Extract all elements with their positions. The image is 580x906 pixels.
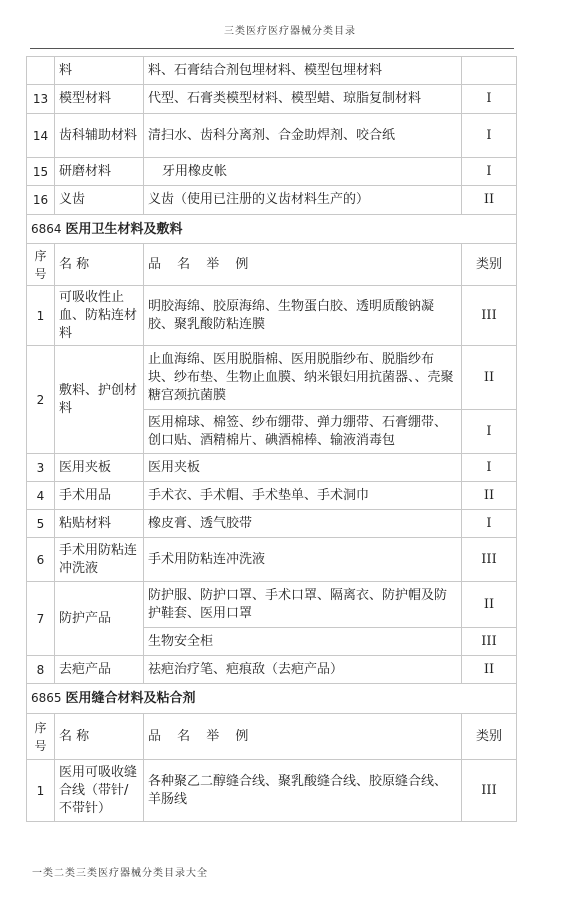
- table-row: [27, 85, 517, 114]
- row-class: I: [462, 410, 517, 454]
- section-code: 6865: [31, 691, 62, 705]
- row-number: [27, 57, 55, 85]
- section-name: 医用缝合材料及粘合剂: [65, 691, 196, 706]
- row-name: 义齿: [55, 186, 144, 215]
- col-header-name: 名 称: [55, 244, 144, 286]
- column-header-row: [27, 714, 517, 760]
- row-name: 手术用品: [55, 482, 144, 510]
- row-class: I: [462, 454, 517, 482]
- section-title: [27, 215, 517, 244]
- row-examples: 手术衣、手术帽、手术垫单、手术洞巾: [144, 482, 462, 510]
- row-examples: 代型、石膏类模型材料、模型蜡、琼脂复制材料: [144, 85, 462, 114]
- table-row: [27, 454, 517, 482]
- row-examples: 橡皮膏、透气胶带: [144, 510, 462, 538]
- row-name: 模型材料: [55, 85, 144, 114]
- row-number: 8: [27, 656, 55, 684]
- table-row: [27, 582, 517, 628]
- row-examples: 生物安全柜: [144, 628, 462, 656]
- row-examples: 祛疤治疗笔、疤痕敌（去疤产品）: [144, 656, 462, 684]
- row-name: 粘贴材料: [55, 510, 144, 538]
- row-number: 3: [27, 454, 55, 482]
- row-class: I: [462, 85, 517, 114]
- column-header-row: [27, 244, 517, 286]
- table-row: [27, 57, 517, 85]
- row-class: III: [462, 286, 517, 346]
- row-number: 6: [27, 538, 55, 582]
- row-number: 5: [27, 510, 55, 538]
- row-examples: 明胶海绵、胶原海绵、生物蛋白胶、透明质酸钠凝胶、聚乳酸防粘连膜: [144, 286, 462, 346]
- row-number: 16: [27, 186, 55, 215]
- row-name: 研磨材料: [55, 158, 144, 186]
- col-header-examples: 品 名 举 例: [144, 714, 462, 760]
- row-class: II: [462, 582, 517, 628]
- row-number: 2: [27, 346, 55, 454]
- row-number: 15: [27, 158, 55, 186]
- row-number: 4: [27, 482, 55, 510]
- row-class: I: [462, 114, 517, 158]
- row-name: 防护产品: [55, 582, 144, 656]
- row-name: 去疤产品: [55, 656, 144, 684]
- row-name: 手术用防粘连冲洗液: [55, 538, 144, 582]
- row-examples: 牙用橡皮帐: [144, 158, 462, 186]
- table-row: [27, 286, 517, 346]
- row-examples: 医用夹板: [144, 454, 462, 482]
- col-header-number: 序号: [27, 714, 55, 760]
- row-examples: 各种聚乙二醇缝合线、聚乳酸缝合线、胶原缝合线、羊肠线: [144, 760, 462, 822]
- row-class: I: [462, 510, 517, 538]
- row-number: 7: [27, 582, 55, 656]
- row-number: 1: [27, 286, 55, 346]
- row-name: 医用夹板: [55, 454, 144, 482]
- section-code: 6864: [31, 221, 62, 236]
- table-row: [27, 158, 517, 186]
- row-examples: 料、石膏结合剂包埋材料、模型包埋材料: [144, 57, 462, 85]
- row-class: [462, 57, 517, 85]
- row-class: II: [462, 186, 517, 215]
- col-header-name: 名 称: [55, 714, 144, 760]
- col-header-class: 类别: [462, 714, 517, 760]
- row-class: II: [462, 346, 517, 410]
- table-row: [27, 538, 517, 582]
- row-class: II: [462, 482, 517, 510]
- table-row: [27, 482, 517, 510]
- row-name: 料: [55, 57, 144, 85]
- col-header-examples: 品 名 举 例: [144, 244, 462, 286]
- row-examples: 防护服、防护口罩、手术口罩、隔离衣、防护帽及防护鞋套、医用口罩: [144, 582, 462, 628]
- header-rule: [30, 48, 514, 49]
- table-row: [27, 656, 517, 684]
- row-number: 1: [27, 760, 55, 822]
- row-class: II: [462, 656, 517, 684]
- page-header: 三类医疗医疗器械分类目录: [224, 26, 356, 37]
- row-number: 13: [27, 85, 55, 114]
- table-row: [27, 114, 517, 158]
- catalog-table: [26, 56, 517, 822]
- row-name: 齿科辅助材料: [55, 114, 144, 158]
- page-footer: 一类二类三类医疗器械分类目录大全: [32, 868, 208, 879]
- table-row: [27, 760, 517, 822]
- row-class: III: [462, 760, 517, 822]
- section-header-6865: [27, 684, 517, 714]
- table-row: [27, 186, 517, 215]
- section-name: 医用卫生材料及敷料: [65, 221, 183, 237]
- table-row: [27, 346, 517, 410]
- section-title: [27, 684, 517, 714]
- row-class: I: [462, 158, 517, 186]
- row-number: 14: [27, 114, 55, 158]
- table-row: [27, 510, 517, 538]
- row-class: III: [462, 628, 517, 656]
- row-class: III: [462, 538, 517, 582]
- col-header-number: 序号: [27, 244, 55, 286]
- col-header-class: 类别: [462, 244, 517, 286]
- row-examples: 清扫水、齿科分离剂、合金助焊剂、咬合纸: [144, 114, 462, 158]
- section-header-6864: [27, 215, 517, 244]
- row-name: 可吸收性止血、防粘连材料: [55, 286, 144, 346]
- row-examples: 止血海绵、医用脱脂棉、医用脱脂纱布、脱脂纱布块、纱布垫、生物止血膜、纳米银妇用抗菌器、、壳聚糖宫颈抗菌膜: [144, 346, 462, 410]
- row-name: 敷料、护创材料: [55, 346, 144, 454]
- row-examples: 医用棉球、棉签、纱布绷带、弹力绷带、石膏绷带、创口贴、酒精棉片、碘酒棉棒、输液消毒包: [144, 410, 462, 454]
- row-name: 医用可吸收缝合线（带针/不带针）: [55, 760, 144, 822]
- row-examples: 手术用防粘连冲洗液: [144, 538, 462, 582]
- row-examples: 义齿（使用已注册的义齿材料生产的）: [144, 186, 462, 215]
